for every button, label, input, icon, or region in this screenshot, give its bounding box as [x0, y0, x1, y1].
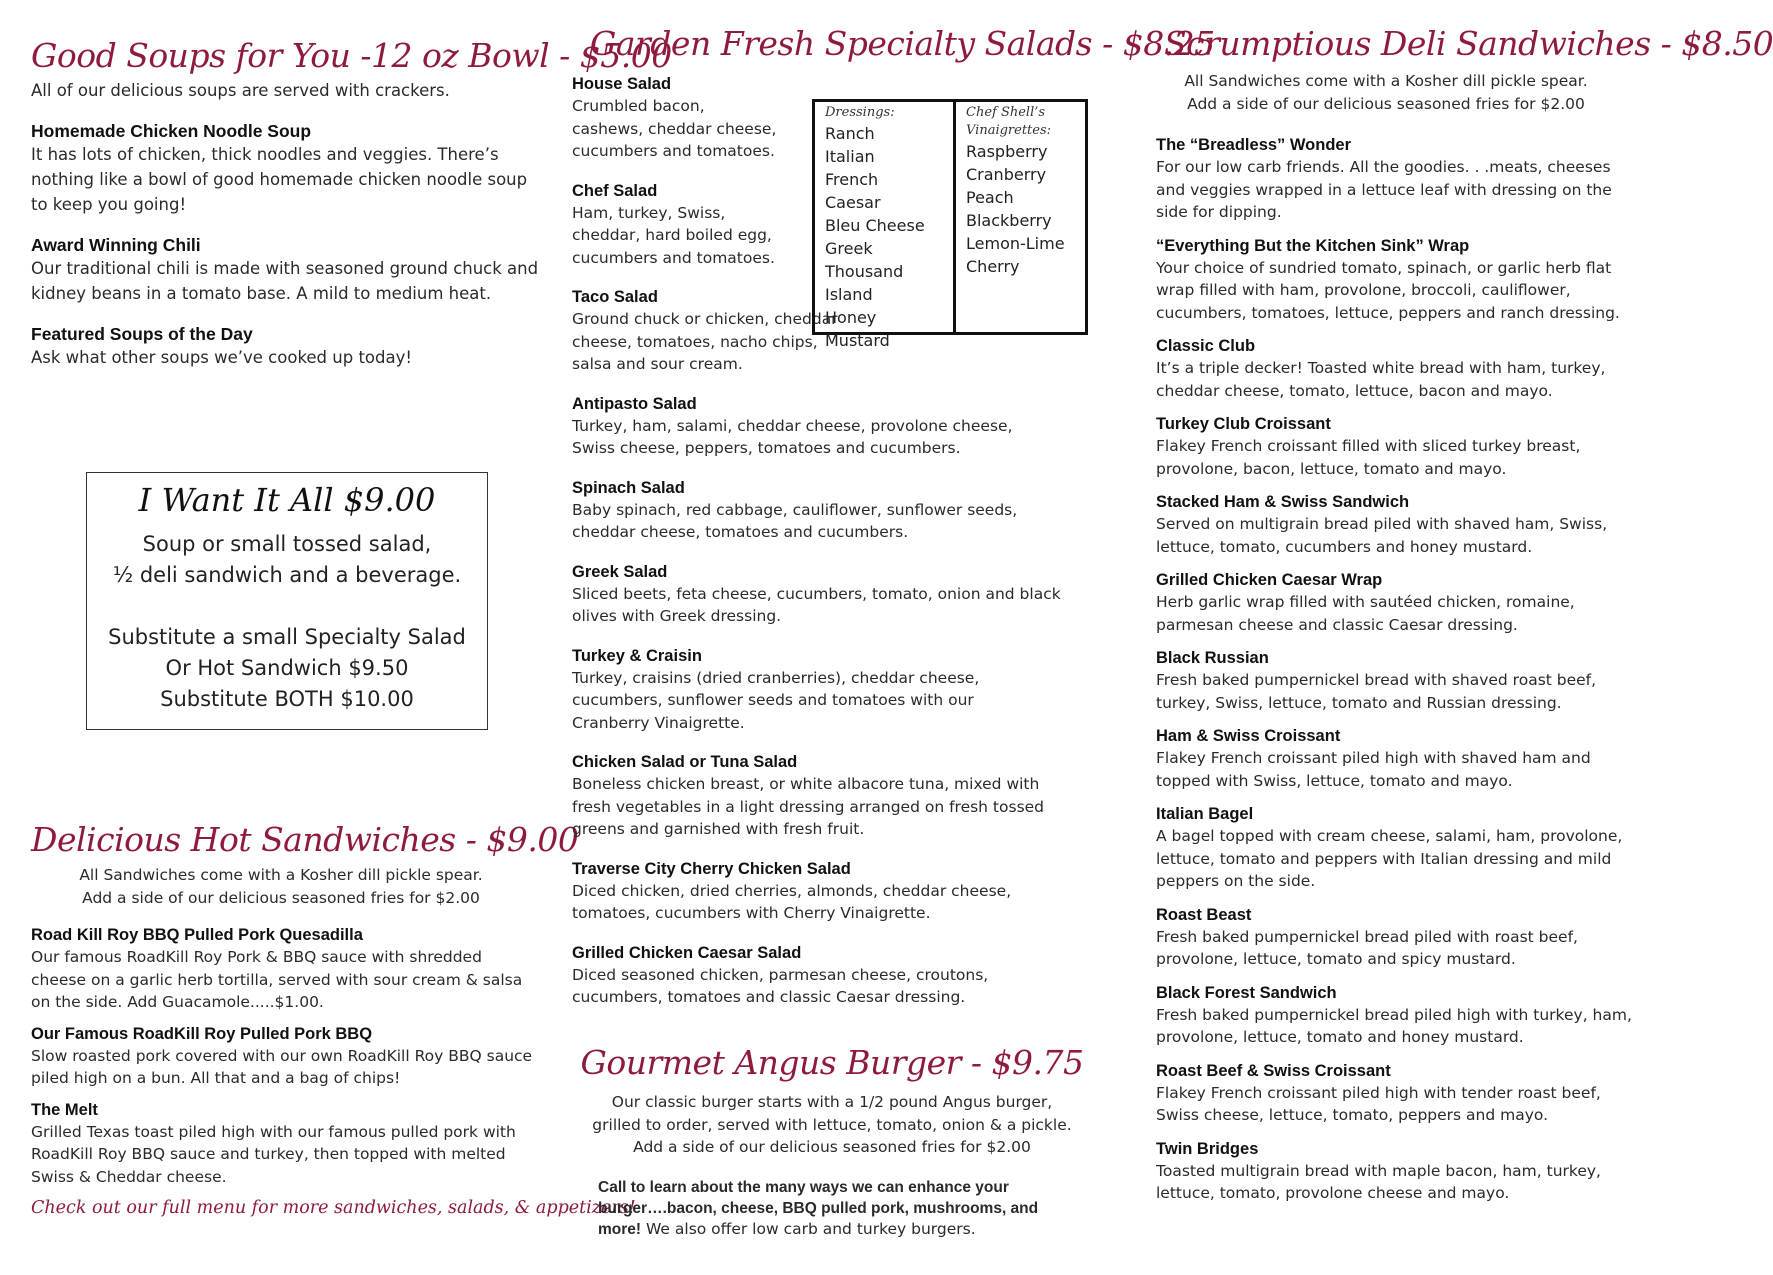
list-item: [572, 859, 1072, 925]
item-desc: Ask what other soups we’ve cooked up today!: [31, 347, 412, 367]
list-item: [572, 752, 1072, 841]
item-title: Featured Soups of the Day: [31, 323, 253, 344]
list-item: [31, 925, 541, 1014]
item-desc: Fresh baked pumpernickel bread piled with roast beef, provolone, lettuce, tomato and spicy mustard.: [1156, 927, 1578, 969]
vinaigrette-option: Blackberry: [966, 211, 1052, 230]
item-title: Spinach Salad: [572, 478, 685, 497]
item-desc: Herb garlic wrap filled with sautéed chicken, romaine, parmesan cheese and classic Caesar dressing.: [1156, 593, 1575, 634]
item-desc: A bagel topped with cream cheese, salami, ham, provolone, lettuce, tomato and peppers with Italian dressing and mild peppers on the side.: [1156, 827, 1623, 891]
list-item: [1156, 1061, 1636, 1127]
list-item: [1156, 905, 1636, 971]
list-item: [1156, 983, 1636, 1049]
list-item: [1156, 804, 1636, 893]
item-title: Stacked Ham & Swiss Sandwich: [1156, 493, 1410, 512]
item-title: Roast Beast: [1156, 905, 1252, 924]
item-desc: Your choice of sundried tomato, spinach, or garlic herb flat wrap filled with ham, provolone, broccoli, cauliflower, cucumbers, tomatoes, lettuce, peppers and ranch dressing.: [1156, 258, 1620, 322]
vinaigrettes-heading-2: Vinaigrettes:: [966, 123, 1052, 138]
item-desc: Slow roasted pork covered with our own RoadKill Roy BBQ sauce piled high on a bun. All that and a bag of chips!: [31, 1046, 533, 1088]
combo-promo-line: Soup or small tossed salad,: [142, 532, 432, 556]
item-desc: Ground chuck or chicken, cheddar cheese, tomatoes, nacho chips, salsa and sour cream.: [572, 310, 838, 374]
deli-column: [1156, 0, 1773, 1217]
item-title: Ham & Swiss Croissant: [1156, 727, 1341, 746]
item-title: House Salad: [572, 75, 672, 94]
dressing-option: Italian: [825, 147, 875, 166]
item-title: Chicken Salad or Tuna Salad: [572, 753, 798, 772]
item-title: Grilled Chicken Caesar Salad: [572, 943, 802, 962]
burger-description: [572, 1091, 1092, 1159]
item-desc: Ham, turkey, Swiss, cheddar, hard boiled egg, cucumbers and tomatoes.: [572, 203, 775, 267]
list-item: [572, 74, 777, 163]
item-desc: Boneless chicken breast, or white albacore tuna, mixed with fresh vegetables in a light dressing arranged on fresh tossed greens and garnished with fresh fruit.: [572, 775, 1045, 839]
burger-line: grilled to order, served with lettuce, tomato, onion & a pickle.: [592, 1115, 1072, 1134]
list-item: [1156, 135, 1636, 224]
item-title: Black Russian: [1156, 649, 1269, 668]
deli-heading: Scrumptious Deli Sandwiches - $8.50: [1164, 24, 1773, 63]
item-desc: Diced chicken, dried cherries, almonds, cheddar cheese, tomatoes, cucumbers with Cherry Vinaigrette.: [572, 881, 1012, 923]
hot-sandwiches-intro: [31, 864, 531, 909]
list-item: [1156, 414, 1636, 480]
list-item: [572, 943, 1072, 1009]
vinaigrette-option: Lemon-Lime: [966, 234, 1065, 253]
list-item: [1156, 236, 1636, 325]
burger-heading: Gourmet Angus Burger - $9.75: [580, 1043, 1084, 1082]
burger-line: Our classic burger starts with a 1/2 pound Angus burger,: [611, 1093, 1053, 1112]
combo-promo-line: Substitute a small Specialty Salad: [108, 625, 466, 649]
item-title: Chef Salad: [572, 181, 658, 200]
list-item: [572, 181, 787, 270]
dressing-option: French: [825, 170, 879, 189]
item-desc: It has lots of chicken, thick noodles and veggies. There’s nothing like a bowl of good homemade chicken noodle soup to keep you going!: [31, 144, 528, 214]
hot-intro-line-2: Add a side of our delicious seasoned fries for $2.00: [82, 888, 480, 907]
item-title: Black Forest Sandwich: [1156, 983, 1337, 1002]
item-title: “Everything But the Kitchen Sink” Wrap: [1156, 236, 1470, 255]
item-title: Turkey & Craisin: [572, 646, 702, 665]
deli-intro: [1156, 70, 1616, 115]
list-item: [1156, 648, 1636, 714]
list-item: [31, 1024, 541, 1090]
item-desc: Flakey French croissant piled high with shaved ham and topped with Swiss, lettuce, tomato and mayo.: [1156, 749, 1591, 790]
vinaigrettes-list: [953, 102, 1085, 332]
list-item: [31, 1100, 541, 1189]
list-item: [572, 394, 1042, 460]
item-title: Antipasto Salad: [572, 394, 697, 413]
hot-sandwiches-section: [31, 820, 636, 1219]
burger-line: Add a side of our delicious seasoned fries for $2.00: [633, 1138, 1031, 1157]
vinaigrette-option: Cranberry: [966, 165, 1047, 184]
item-title: Turkey Club Croissant: [1156, 415, 1331, 434]
item-title: Roast Beef & Swiss Croissant: [1156, 1061, 1391, 1080]
dressing-option: Greek: [825, 239, 873, 258]
dressings-box: [812, 99, 1088, 350]
vinaigrettes-heading-1: Chef Shell’s: [966, 105, 1046, 120]
item-desc: Turkey, craisins (dried cranberries), cheddar cheese, cucumbers, sunflower seeds and tomatoes with our Cranberry Vinaigrette.: [572, 668, 980, 732]
vinaigrette-option: Cherry: [966, 257, 1020, 276]
list-item: [572, 478, 1062, 544]
item-desc: Served on multigrain bread piled with shaved ham, Swiss, lettuce, tomato, cucumbers and honey mustard.: [1156, 515, 1608, 556]
combo-promo-line: ½ deli sandwich and a beverage.: [112, 563, 462, 587]
item-desc: Our famous RoadKill Roy Pork & BBQ sauce with shredded cheese on a garlic herb tortilla, served with sour cream & salsa on the side. Add Guacamole.....$1.00.: [31, 948, 523, 1012]
soups-intro: All of our delicious soups are served with crackers.: [31, 81, 450, 101]
list-item: [31, 121, 541, 217]
item-desc: Toasted multigrain bread with maple bacon, ham, turkey, lettuce, tomato, provolone cheese and mayo.: [1156, 1161, 1601, 1203]
combo-promo-box: [86, 472, 488, 730]
list-item: [1156, 336, 1636, 402]
soups-list: [31, 121, 541, 370]
dressing-option: Island: [825, 285, 873, 304]
dressing-option: Thousand: [825, 262, 904, 281]
item-title: Taco Salad: [572, 288, 658, 307]
dressing-option: Caesar: [825, 193, 881, 212]
item-desc: For our low carb friends. All the goodies. . .meats, cheeses and veggies wrapped in a lettuce leaf with dressing on the side for dipping.: [1156, 158, 1612, 222]
vinaigrette-option: Peach: [966, 188, 1014, 207]
item-desc: Fresh baked pumpernickel bread with shaved roast beef, turkey, Swiss, lettuce, tomato and Russian dressing.: [1156, 671, 1597, 712]
item-title: Our Famous RoadKill Roy Pulled Pork BBQ: [31, 1024, 373, 1043]
burger-call-bold: Call to learn about the many ways we can enhance your burger….bacon, cheese, BBQ pulled pork, mushrooms, and more!: [598, 1178, 1039, 1238]
item-desc: It’s a triple decker! Toasted white bread with ham, turkey, cheddar cheese, tomato, lettuce, bacon and mayo.: [1156, 359, 1606, 400]
item-desc: Our traditional chili is made with seasoned ground chuck and kidney beans in a tomato base. A mild to medium heat.: [31, 258, 539, 303]
item-desc: Turkey, ham, salami, cheddar cheese, provolone cheese, Swiss cheese, peppers, tomatoes and cucumbers.: [572, 416, 1013, 458]
list-item: [572, 562, 1082, 628]
item-title: Italian Bagel: [1156, 805, 1254, 824]
hot-intro-line-1: All Sandwiches come with a Kosher dill pickle spear.: [79, 866, 483, 885]
item-title: The “Breadless” Wonder: [1156, 136, 1351, 155]
item-title: Award Winning Chili: [31, 234, 201, 255]
item-desc: Sliced beets, feta cheese, cucumbers, tomato, onion and black olives with Greek dressing.: [572, 584, 1061, 626]
item-title: Greek Salad: [572, 562, 668, 581]
dressings-list: [815, 102, 953, 350]
item-title: Road Kill Roy BBQ Pulled Pork Quesadilla: [31, 926, 363, 945]
full-menu-note: Check out our full menu for more sandwiches, salads, & appetizers!: [31, 1198, 636, 1219]
list-item: [1156, 1139, 1636, 1205]
hot-sandwiches-heading: Delicious Hot Sandwiches - $9.00: [31, 820, 579, 859]
item-desc: Diced seasoned chicken, parmesan cheese, croutons, cucumbers, tomatoes and classic Caesar dressing.: [572, 965, 989, 1007]
list-item: [572, 287, 842, 376]
list-item: [1156, 726, 1636, 792]
item-title: The Melt: [31, 1100, 98, 1119]
list-item: [1156, 492, 1636, 558]
burger-call-rest: We also offer low carb and turkey burgers.: [641, 1219, 976, 1238]
list-item: [572, 646, 1042, 735]
list-item: [1156, 570, 1636, 636]
combo-promo-line: [87, 591, 487, 622]
item-desc: Fresh baked pumpernickel bread piled high with turkey, ham, provolone, lettuce, tomato and honey mustard.: [1156, 1005, 1632, 1047]
burger-call-note: [598, 1177, 1058, 1240]
deli-intro-line-2: Add a side of our delicious seasoned fries for $2.00: [1187, 94, 1585, 113]
dressing-option: Honey Mustard: [825, 308, 890, 350]
burger-section: [572, 1045, 1092, 1240]
dressing-option: Bleu Cheese: [825, 216, 925, 235]
item-title: Grilled Chicken Caesar Wrap: [1156, 571, 1383, 590]
deli-intro-line-1: All Sandwiches come with a Kosher dill pickle spear.: [1184, 72, 1588, 91]
item-title: Traverse City Cherry Chicken Salad: [572, 859, 851, 878]
item-title: Homemade Chicken Noodle Soup: [31, 120, 312, 141]
item-title: Classic Club: [1156, 337, 1256, 356]
combo-promo-title: I Want It All $9.00: [138, 481, 436, 519]
soups-heading: Good Soups for You -12 oz Bowl - $5.00: [31, 36, 672, 75]
salads-heading: Garden Fresh Specialty Salads - $8.25: [590, 24, 1215, 63]
item-desc: Crumbled bacon, cashews, cheddar cheese, cucumbers and tomatoes.: [572, 97, 777, 161]
dressing-option: Ranch: [825, 124, 875, 143]
item-title: Twin Bridges: [1156, 1139, 1259, 1158]
item-desc: Grilled Texas toast piled high with our famous pulled pork with RoadKill Roy BBQ sauce and turkey, then topped with melted Swiss & Cheddar cheese.: [31, 1122, 516, 1186]
list-item: [31, 324, 541, 370]
vinaigrette-option: Raspberry: [966, 142, 1048, 161]
item-desc: Baby spinach, red cabbage, cauliflower, sunflower seeds, cheddar cheese, tomatoes and cucumbers.: [572, 500, 1018, 542]
dressings-heading: Dressings:: [825, 105, 895, 120]
list-item: [31, 235, 541, 306]
combo-promo-line: Substitute BOTH $10.00: [160, 687, 414, 711]
item-desc: Flakey French croissant piled high with tender roast beef, Swiss cheese, lettuce, tomato, peppers and mayo.: [1156, 1083, 1601, 1125]
combo-promo-line: Or Hot Sandwich $9.50: [165, 656, 409, 680]
item-desc: Flakey French croissant filled with sliced turkey breast, provolone, bacon, lettuce, tomato and mayo.: [1156, 437, 1581, 478]
